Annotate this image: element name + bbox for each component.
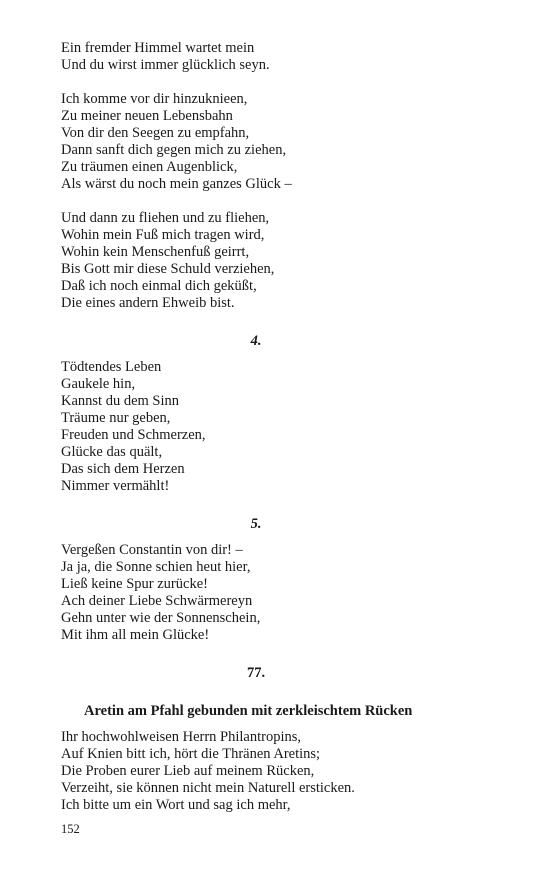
stanza-1 bbox=[61, 40, 461, 74]
verse-line: Zu träumen einen Augenblick, bbox=[61, 159, 238, 175]
verse-line: Ich komme vor dir hinzuknieen, bbox=[61, 91, 248, 107]
stanza-3 bbox=[61, 210, 461, 312]
page-number: 152 bbox=[61, 822, 80, 836]
verse-line: Nimmer vermählt! bbox=[61, 478, 170, 494]
verse-line: Und dann zu fliehen und zu fliehen, bbox=[61, 210, 270, 226]
stanza-poem-77 bbox=[61, 729, 461, 814]
verse-line: Tödtendes Leben bbox=[61, 359, 162, 375]
verse-line: Die Proben eurer Lieb auf meinem Rücken, bbox=[61, 763, 315, 779]
verse-line: Von dir den Seegen zu empfahn, bbox=[61, 125, 250, 141]
verse-line: Das sich dem Herzen bbox=[61, 461, 185, 477]
verse-line: Ja ja, die Sonne schien heut hier, bbox=[61, 559, 251, 575]
verse-line: Als wärst du noch mein ganzes Glück – bbox=[61, 176, 292, 192]
verse-line: Die eines andern Ehweib bist. bbox=[61, 295, 235, 311]
verse-line: Kannst du dem Sinn bbox=[61, 393, 180, 409]
verse-line: Daß ich noch einmal dich geküßt, bbox=[61, 278, 257, 294]
verse-line: Freuden und Schmerzen, bbox=[61, 427, 206, 443]
verse-line: Gehn unter wie der Sonnenschein, bbox=[61, 610, 261, 626]
verse-line: Bis Gott mir diese Schuld verziehen, bbox=[61, 261, 275, 277]
verse-line: Gaukele hin, bbox=[61, 376, 136, 392]
verse-line: Und du wirst immer glücklich seyn. bbox=[61, 57, 270, 73]
verse-line: Verzeiht, sie können nicht mein Naturell ersticken. bbox=[61, 780, 355, 796]
verse-line: Ihr hochwohlweisen Herrn Philantropins, bbox=[61, 729, 302, 745]
verse-line: Ließ keine Spur zurücke! bbox=[61, 576, 208, 592]
verse-line: Zu meiner neuen Lebensbahn bbox=[61, 108, 233, 124]
verse-line: Ich bitte um ein Wort und sag ich mehr, bbox=[61, 797, 291, 813]
verse-line: Glücke das quält, bbox=[61, 444, 163, 460]
section-number-5: 5. bbox=[250, 516, 262, 532]
poem-number-77: 77. bbox=[246, 665, 266, 681]
verse-line: Ach deiner Liebe Schwärmereyn bbox=[61, 593, 253, 609]
section-number-4: 4. bbox=[250, 333, 262, 349]
verse-line: Vergeßen Constantin von dir! – bbox=[61, 542, 243, 558]
stanza-2 bbox=[61, 91, 461, 193]
verse-line: Träume nur geben, bbox=[61, 410, 171, 426]
stanza-section-4 bbox=[61, 359, 461, 495]
verse-line: Wohin mein Fuß mich tragen wird, bbox=[61, 227, 265, 243]
poem-title: Aretin am Pfahl gebunden mit zerkleischtem Rücken bbox=[84, 703, 413, 719]
page-body bbox=[61, 40, 461, 814]
verse-line: Wohin kein Menschenfuß geirrt, bbox=[61, 244, 250, 260]
stanza-section-5 bbox=[61, 542, 461, 644]
verse-line: Ein fremder Himmel wartet mein bbox=[61, 40, 255, 56]
verse-line: Auf Knien bitt ich, hört die Thränen Aretins; bbox=[61, 746, 321, 762]
verse-line: Dann sanft dich gegen mich zu ziehen, bbox=[61, 142, 287, 158]
verse-line: Mit ihm all mein Glücke! bbox=[61, 627, 210, 643]
